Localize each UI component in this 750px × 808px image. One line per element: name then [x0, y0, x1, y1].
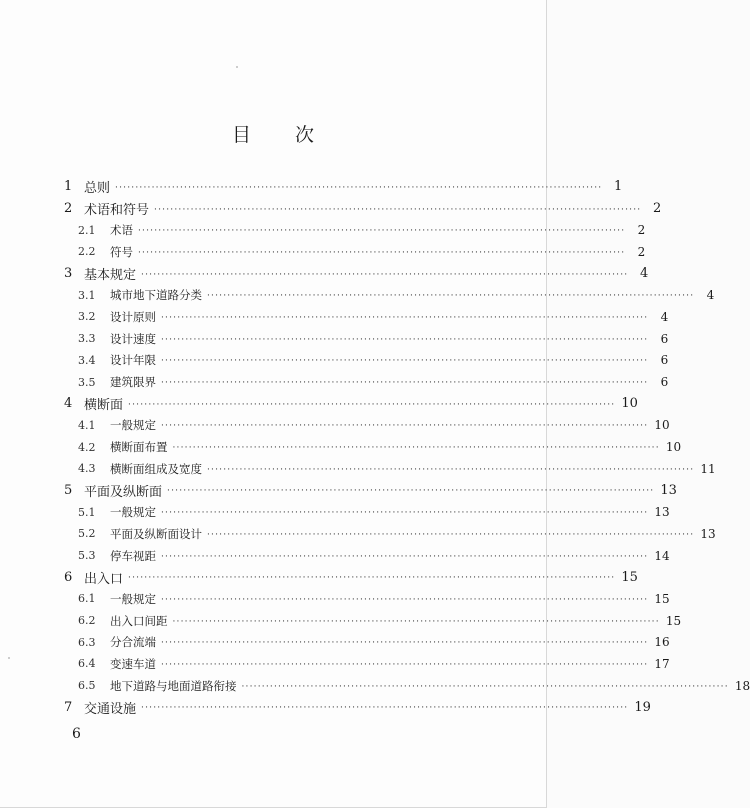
toc-chapter-entry	[64, 198, 662, 220]
toc-entry-title: 总则	[84, 181, 111, 197]
title-char-1: 目	[231, 124, 251, 146]
toc-entry-page: 6	[660, 375, 669, 390]
title-char-2: 次	[295, 124, 315, 146]
toc-entry-number: 3.5	[78, 375, 96, 389]
toc-entry-number: 3	[64, 266, 73, 282]
toc-entry-page: 13	[660, 482, 677, 498]
toc-dot-leader: ························································································································	[141, 269, 629, 280]
toc-entry-title: 术语	[110, 223, 133, 238]
toc-entry-number: 3.2	[78, 310, 96, 324]
toc-entry-number: 6.4	[78, 657, 96, 671]
toc-dot-leader: ························································································································	[161, 508, 649, 519]
toc-entry-number: 6	[64, 569, 73, 585]
toc-section-entry	[64, 436, 682, 458]
toc-chapter-entry	[64, 697, 651, 719]
toc-entry-number: 4.3	[78, 462, 96, 476]
toc-entry-page: 15	[665, 613, 682, 628]
toc-entry-number: 3.3	[78, 332, 96, 346]
toc-entry-number: 4.2	[78, 440, 96, 454]
toc-section-entry	[64, 631, 670, 653]
toc-dot-leader: ························································································································	[161, 551, 649, 562]
toc-dot-leader: ························································································································	[161, 659, 649, 670]
toc-chapter-entry	[64, 176, 623, 198]
toc-section-entry	[64, 501, 670, 523]
toc-entry-page: 13	[700, 526, 716, 541]
toc-entry-number: 5.3	[78, 549, 96, 563]
toc-entry-number: 6.2	[78, 614, 96, 628]
toc-entry-number: 2.1	[78, 223, 96, 237]
toc-dot-leader: ························································································································	[172, 443, 660, 454]
toc-entry-page: 10	[654, 418, 670, 433]
toc-section-entry	[64, 675, 750, 697]
toc-entry-title: 一般规定	[110, 505, 156, 520]
toc-entry-title: 交通设施	[84, 701, 137, 717]
toc-entry-page: 17	[654, 656, 670, 671]
toc-entry-title: 停车视距	[110, 548, 156, 563]
toc-entry-number: 5	[64, 482, 73, 498]
toc-entry-page: 10	[621, 396, 638, 412]
toc-entry-page: 14	[654, 548, 670, 563]
toc-dot-leader: ························································································································	[207, 464, 695, 475]
toc-dot-leader: ························································································································	[161, 378, 649, 389]
toc-entry-page: 2	[637, 223, 646, 238]
toc-chapter-entry	[64, 393, 638, 415]
toc-section-entry	[64, 610, 682, 632]
table-of-contents	[64, 176, 750, 718]
toc-section-entry	[64, 523, 716, 545]
toc-entry-title: 横断面布置	[110, 440, 168, 455]
toc-chapter-entry	[64, 566, 638, 588]
toc-entry-number: 6.1	[78, 592, 96, 606]
toc-entry-page: 1	[614, 179, 623, 195]
toc-dot-leader: ························································································································	[138, 226, 626, 237]
toc-entry-title: 建筑限界	[110, 375, 156, 390]
toc-entry-title: 出入口	[84, 571, 124, 587]
toc-entry-number: 2	[64, 201, 73, 217]
toc-entry-title: 符号	[110, 244, 133, 259]
toc-entry-page: 4	[706, 288, 715, 303]
toc-section-entry	[64, 415, 670, 437]
toc-chapter-entry	[64, 263, 649, 285]
toc-dot-leader: ························································································································	[161, 594, 649, 605]
toc-entry-title: 设计原则	[110, 309, 156, 324]
scan-speck	[236, 66, 238, 68]
toc-dot-leader: ························································································································	[172, 616, 660, 627]
toc-entry-number: 7	[64, 699, 73, 715]
toc-chapter-entry	[64, 480, 677, 502]
toc-entry-number: 6.5	[78, 679, 96, 693]
toc-entry-title: 变速车道	[110, 656, 156, 671]
toc-entry-page: 15	[654, 591, 670, 606]
toc-dot-leader: ························································································································	[138, 247, 626, 258]
toc-entry-number: 2.2	[78, 245, 96, 259]
toc-entry-page: 19	[634, 699, 651, 715]
toc-entry-title: 一般规定	[110, 591, 156, 606]
toc-entry-page: 13	[654, 505, 670, 520]
toc-entry-page: 11	[700, 461, 716, 476]
toc-dot-leader: ························································································································	[161, 421, 649, 432]
toc-dot-leader: ························································································································	[128, 573, 616, 584]
toc-entry-number: 3.4	[78, 353, 96, 367]
toc-entry-number: 3.1	[78, 288, 96, 302]
toc-section-entry	[64, 653, 670, 675]
toc-entry-title: 基本规定	[84, 268, 137, 284]
toc-entry-page: 18	[734, 678, 750, 693]
toc-section-entry	[64, 545, 670, 567]
toc-entry-page: 15	[621, 569, 638, 585]
toc-entry-title: 横断面组成及宽度	[110, 461, 202, 476]
toc-entry-title: 平面及纵断面	[84, 484, 163, 500]
toc-entry-page: 10	[665, 440, 682, 455]
toc-entry-number: 5.2	[78, 527, 96, 541]
toc-entry-title: 地下道路与地面道路衔接	[110, 678, 237, 693]
toc-entry-title: 术语和符号	[84, 203, 150, 219]
toc-entry-number: 4.1	[78, 418, 96, 432]
toc-section-entry	[64, 306, 669, 328]
toc-entry-page: 2	[653, 201, 662, 217]
toc-entry-page: 16	[654, 635, 670, 650]
toc-entry-number: 6.3	[78, 635, 96, 649]
toc-entry-number: 1	[64, 179, 73, 195]
toc-entry-title: 一般规定	[110, 418, 156, 433]
toc-section-entry	[64, 219, 646, 241]
toc-dot-leader: ························································································································	[161, 356, 649, 367]
toc-entry-title: 分合流端	[110, 635, 156, 650]
toc-dot-leader: ························································································································	[161, 638, 649, 649]
toc-dot-leader: ························································································································	[141, 703, 629, 714]
toc-entry-page: 6	[660, 331, 669, 346]
toc-section-entry	[64, 328, 669, 350]
scan-speck	[8, 657, 10, 659]
page-number: 6	[72, 726, 81, 742]
toc-section-entry	[64, 458, 716, 480]
toc-dot-leader: ························································································································	[161, 312, 649, 323]
toc-entry-title: 平面及纵断面设计	[110, 526, 202, 541]
toc-dot-leader: ························································································································	[241, 681, 729, 692]
toc-entry-number: 4	[64, 396, 73, 412]
toc-entry-title: 设计年限	[110, 353, 156, 368]
toc-section-entry	[64, 350, 669, 372]
toc-dot-leader: ························································································································	[161, 334, 649, 345]
toc-entry-title: 出入口间距	[110, 613, 168, 628]
toc-section-entry	[64, 588, 670, 610]
toc-dot-leader: ························································································································	[128, 399, 616, 410]
toc-entry-title: 城市地下道路分类	[110, 288, 202, 303]
toc-section-entry	[64, 371, 669, 393]
toc-section-entry	[64, 241, 646, 263]
toc-dot-leader: ························································································································	[115, 182, 603, 193]
toc-dot-leader: ························································································································	[167, 486, 655, 497]
toc-entry-page: 4	[660, 309, 669, 324]
toc-entry-page: 6	[660, 353, 669, 368]
toc-entry-page: 4	[640, 266, 649, 282]
toc-dot-leader: ························································································································	[154, 204, 642, 215]
toc-entry-number: 5.1	[78, 505, 96, 519]
toc-section-entry	[64, 284, 715, 306]
toc-entry-page: 2	[637, 244, 646, 259]
toc-entry-title: 横断面	[84, 398, 124, 414]
page-title	[0, 120, 546, 147]
toc-entry-title: 设计速度	[110, 331, 156, 346]
toc-dot-leader: ························································································································	[207, 291, 695, 302]
toc-dot-leader: ························································································································	[207, 529, 695, 540]
